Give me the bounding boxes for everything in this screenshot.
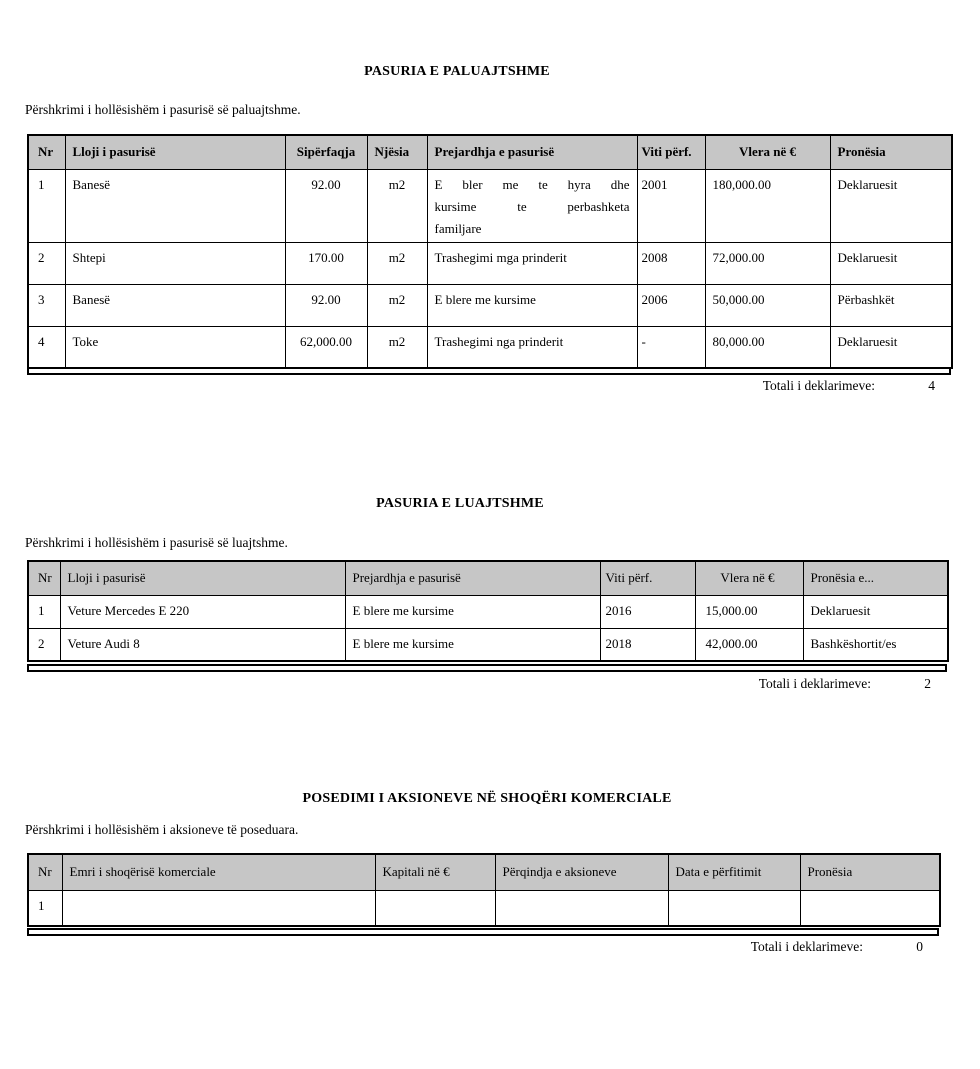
table-cell: 1: [28, 595, 60, 628]
column-header-value: Vlera në €: [705, 135, 830, 169]
table-header-row: [28, 135, 952, 169]
table-cell: m2: [367, 169, 427, 242]
table-header-row: [28, 561, 948, 595]
column-header-share-percentage: Përqindja e aksioneve: [495, 854, 668, 890]
table-row: [28, 326, 952, 368]
table-cell: 62,000.00: [285, 326, 367, 368]
table-row: [28, 890, 940, 926]
table-cell: [375, 890, 495, 926]
column-header-ownership: Pronësia e...: [803, 561, 948, 595]
column-header-nr: Nr: [28, 135, 65, 169]
table-cell: 72,000.00: [705, 242, 830, 284]
section-title-movable-property: PASURIA E LUAJTSHME: [376, 496, 544, 511]
table-cell: Toke: [65, 326, 285, 368]
section-title-shares: POSEDIMI I AKSIONEVE NË SHOQËRI KOMERCIALE: [302, 791, 672, 806]
table-row: [28, 595, 948, 628]
total-declarations-label: Totali i deklarimeve:: [750, 939, 863, 954]
table-header-row: [28, 854, 940, 890]
table-cell: Përbashkët: [830, 284, 952, 326]
column-header-year: Viti përf.: [600, 561, 695, 595]
table-cell: 42,000.00: [695, 628, 803, 661]
section-description-shares: Përshkrimi i hollësishëm i aksioneve të poseduara.: [25, 822, 299, 837]
table-cell: Trashegimi mga prinderit: [427, 242, 637, 284]
table-cell: 2008: [637, 242, 705, 284]
table-cell: 3: [28, 284, 65, 326]
column-header-value: Vlera në €: [695, 561, 803, 595]
table-cell: Deklaruesit: [830, 326, 952, 368]
table-cell: E bler me te hyra dhe kursime te perbashketa familjare: [427, 169, 637, 242]
table-cell: Shtepi: [65, 242, 285, 284]
total-declarations-value: 2: [924, 676, 931, 691]
movable-property-table: [27, 560, 949, 662]
column-header-year: Viti përf.: [637, 135, 705, 169]
column-header-company-name: Emri i shoqërisë komerciale: [62, 854, 375, 890]
table-cell: 2001: [637, 169, 705, 242]
table-cell: 2018: [600, 628, 695, 661]
total-declarations-value: 4: [928, 378, 935, 393]
table-cell: m2: [367, 242, 427, 284]
total-declarations-value: 0: [916, 939, 923, 954]
table-cell: E blere me kursime: [427, 284, 637, 326]
table-cell: Veture Audi 8: [60, 628, 345, 661]
section-title-immovable-property: PASURIA E PALUAJTSHME: [364, 64, 550, 79]
total-declarations-line: [27, 676, 947, 692]
shares-table: [27, 853, 941, 927]
section-description-immovable-property: Përshkrimi i hollësishëm i pasurisë së paluajtshme.: [25, 102, 301, 117]
table-cell: m2: [367, 326, 427, 368]
section-description-movable-property: Përshkrimi i hollësishëm i pasurisë së luajtshme.: [25, 535, 288, 550]
column-header-property-type: Lloji i pasurisë: [65, 135, 285, 169]
table-cell: 1: [28, 169, 65, 242]
table-cell: [62, 890, 375, 926]
column-header-nr: Nr: [28, 854, 62, 890]
table-row: [28, 169, 952, 242]
table-cell: -: [637, 326, 705, 368]
column-header-unit: Njësia: [367, 135, 427, 169]
column-header-acquisition-date: Data e përfitimit: [668, 854, 800, 890]
table-cell: Trashegimi nga prinderit: [427, 326, 637, 368]
table-cell: 92.00: [285, 169, 367, 242]
table-end-bar: [27, 664, 947, 672]
table-cell: m2: [367, 284, 427, 326]
table-cell: 4: [28, 326, 65, 368]
table-cell: 2016: [600, 595, 695, 628]
column-header-property-type: Lloji i pasurisë: [60, 561, 345, 595]
table-row: [28, 242, 952, 284]
table-cell: Deklaruesit: [830, 242, 952, 284]
table-cell: [800, 890, 940, 926]
table-cell: E blere me kursime: [345, 595, 600, 628]
table-cell: 80,000.00: [705, 326, 830, 368]
column-header-ownership: Pronësia: [830, 135, 952, 169]
column-header-area: Sipërfaqja: [285, 135, 367, 169]
table-cell: 180,000.00: [705, 169, 830, 242]
table-cell: Deklaruesit: [830, 169, 952, 242]
table-cell: Deklaruesit: [803, 595, 948, 628]
table-cell: 92.00: [285, 284, 367, 326]
table-row: [28, 284, 952, 326]
column-header-nr: Nr: [28, 561, 60, 595]
immovable-property-table: [27, 134, 953, 369]
table-row: [28, 628, 948, 661]
table-cell: Banesë: [65, 169, 285, 242]
column-header-origin: Prejardhja e pasurisë: [345, 561, 600, 595]
total-declarations-line: [27, 939, 939, 955]
column-header-origin: Prejardhja e pasurisë: [427, 135, 637, 169]
table-cell: 2: [28, 628, 60, 661]
table-cell: Bashkëshortit/es: [803, 628, 948, 661]
table-cell: [668, 890, 800, 926]
table-cell: Veture Mercedes E 220: [60, 595, 345, 628]
table-cell: 2: [28, 242, 65, 284]
table-cell: [495, 890, 668, 926]
table-end-bar: [27, 367, 951, 375]
table-cell: 50,000.00: [705, 284, 830, 326]
table-cell: E blere me kursime: [345, 628, 600, 661]
total-declarations-label: Totali i deklarimeve:: [758, 676, 871, 691]
table-cell: 15,000.00: [695, 595, 803, 628]
column-header-capital: Kapitali në €: [375, 854, 495, 890]
table-cell: Banesë: [65, 284, 285, 326]
total-declarations-line: [27, 378, 951, 394]
table-cell: 2006: [637, 284, 705, 326]
table-cell: 1: [28, 890, 62, 926]
table-end-bar: [27, 928, 939, 936]
table-cell: 170.00: [285, 242, 367, 284]
total-declarations-label: Totali i deklarimeve:: [762, 378, 875, 393]
column-header-ownership: Pronësia: [800, 854, 940, 890]
